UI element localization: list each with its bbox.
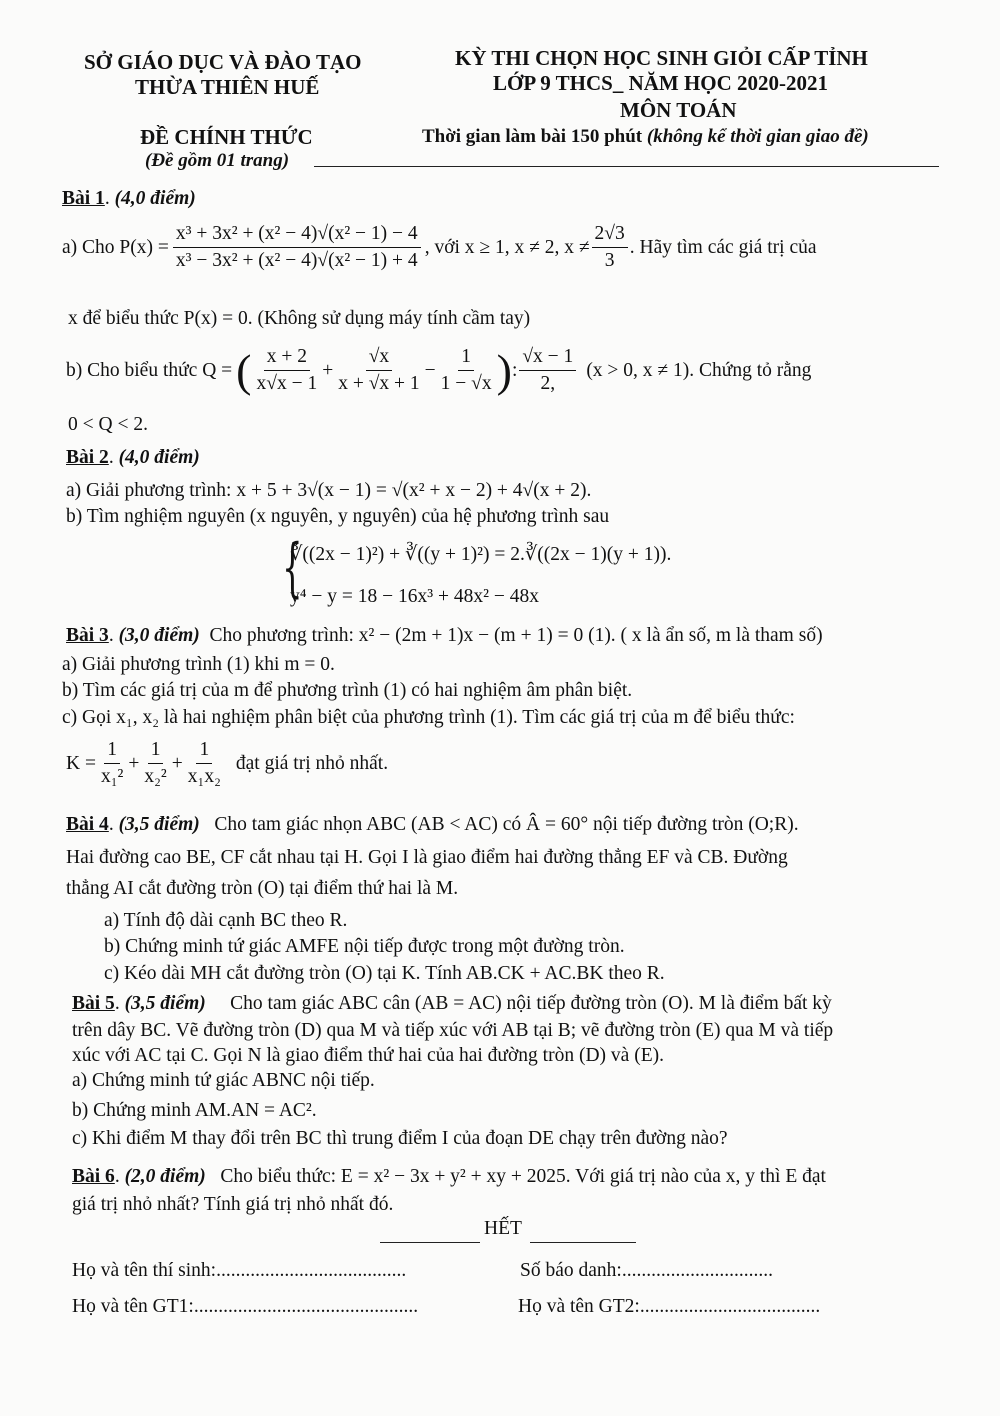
time-bold: Thời gian làm bài 150 phút xyxy=(422,126,643,147)
bai1-a-cond-den: 3 xyxy=(604,250,615,272)
end-rule-left xyxy=(380,1242,480,1243)
bai5-l1: Cho tam giác ABC cân (AB = AC) nội tiếp đường tròn (O). M là điểm bất kỳ xyxy=(230,993,832,1014)
bai3-c: c) Gọi x₁, x₂ là hai nghiệm phân biệt của phương trình (1). Tìm các giá trị của m để biểu thức: xyxy=(62,707,795,728)
bai5-l2: trên dây BC. Vẽ đường tròn (D) qua M và tiếp xúc với AB tại B; vẽ đường tròn (E) qua M và tiếp xyxy=(72,1020,834,1041)
bai4-l3: thẳng AI cắt đường tròn (O) tại điểm thứ hai là M. xyxy=(66,878,459,899)
bai1-b-f3 xyxy=(438,345,495,397)
province-name: THỪA THIÊN HUẾ xyxy=(135,75,320,99)
bai1-b-line1: b) Cho biểu thức Q = ( $\frac{x + 2}{x√x - 1}$ + $\frac{√x}{x + √x + 1}$ − $\frac{1}{1 - √x}$ ) : $\frac{√x - 1}{2,}$ (x > 0, x ≠ 1). Chứng tỏ rằng xyxy=(66,344,812,396)
bai1-b-f2 xyxy=(335,345,422,397)
bai3-b: b) Tìm các giá trị của m để phương trình (1) có hai nghiệm âm phân biệt. xyxy=(62,680,633,701)
exam-grade-year: LỚP 9 THCS_ NĂM HỌC 2020-2021 xyxy=(493,71,829,95)
candidate-name-line: Họ và tên thí sinh:....................................... xyxy=(72,1260,407,1281)
bai1-a-condition: , với x ≥ 1, x ≠ 2, x ≠ xyxy=(424,236,590,258)
bai1-points: (4,0 điểm) xyxy=(114,188,196,209)
bai5-a: a) Chứng minh tứ giác ABNC nội tiếp. xyxy=(72,1070,375,1091)
bai1-b-condition: (x > 0, x ≠ 1). Chứng tỏ rằng xyxy=(586,359,812,381)
bai1-b-f3-num: 1 xyxy=(458,345,474,371)
bai1-b-f1 xyxy=(254,345,321,397)
bai4-line1: Bài 4. (3,5 điểm) Cho tam giác nhọn ABC (AB < AC) có Â = 60° nội tiếp đường tròn (O;R). xyxy=(66,814,799,835)
exam-title: KỲ THI CHỌN HỌC SINH GIỎI CẤP TỈNH xyxy=(455,46,868,70)
bai4-b: b) Chứng minh tứ giác AMFE nội tiếp được trong một đường tròn. xyxy=(104,936,625,957)
bai2-eq1-end: . xyxy=(666,544,672,565)
bai2-points: (4,0 điểm) xyxy=(118,447,200,468)
bai2-eq1 xyxy=(290,542,671,566)
time-note xyxy=(422,126,869,148)
gt1-line: Họ và tên GT1:.............................................. xyxy=(72,1296,419,1317)
system-brace: { xyxy=(282,531,303,605)
official-label: ĐỀ CHÍNH THỨC xyxy=(140,125,313,149)
bai5-c: c) Khi điểm M thay đổi trên BC thì trung điểm I của đoạn DE chạy trên đường nào? xyxy=(72,1128,728,1149)
bai1-a-cond-num: 2√3 xyxy=(592,222,628,248)
bai3-a: a) Giải phương trình (1) khi m = 0. xyxy=(62,654,335,675)
bai6-l2: giá trị nhỏ nhất? Tính giá trị nhỏ nhất đó. xyxy=(72,1194,394,1215)
bai3-k1-den: x₁² xyxy=(100,766,124,788)
bai3-k3 xyxy=(185,738,224,790)
bai2-heading: Bài 2. (4,0 điểm) xyxy=(66,447,200,468)
bai3-k1-num: 1 xyxy=(104,738,120,764)
bai1-b-f1-num: x + 2 xyxy=(264,345,310,371)
bai1-a-numerator: x³ + 3x² + (x² − 4)√(x² − 1) − 4 xyxy=(173,222,421,248)
bai3-k1 xyxy=(98,738,126,790)
bai2-title: Bài 2 xyxy=(66,447,109,468)
bai4-a: a) Tính độ dài cạnh BC theo R. xyxy=(104,910,348,931)
bai1-b-line2: 0 < Q < 2. xyxy=(68,414,148,435)
bai1-a-prefix: a) Cho P(x) = xyxy=(62,236,169,258)
bai3-intro-line: Bài 3. (3,0 điểm) Cho phương trình: x² − (2m + 1)x − (m + 1) = 0 (1). ( x là ẩn số, m là tham số) xyxy=(66,625,823,646)
bai5-points: (3,5 điểm) xyxy=(124,993,206,1014)
time-italic: (không kể thời gian giao đề) xyxy=(646,126,869,147)
bai5-title: Bài 5 xyxy=(72,993,115,1014)
bai1-b-lparen: ( xyxy=(236,344,252,396)
bai4-l1: Cho tam giác nhọn ABC (AB < AC) có Â = 60° nội tiếp đường tròn (O;R). xyxy=(214,814,799,835)
bai4-l2: Hai đường cao BE, CF cắt nhau tại H. Gọi I là giao điểm hai đường thẳng EF và CB. Đường xyxy=(66,847,788,868)
bai3-k2 xyxy=(141,738,169,790)
bai1-b-f4 xyxy=(519,345,576,397)
end-marker: HẾT xyxy=(484,1218,522,1239)
bai3-k2-den: x₂² xyxy=(144,766,167,788)
candidate-number-line: Số báo danh:............................... xyxy=(520,1260,773,1281)
dept-name: SỞ GIÁO DỤC VÀ ĐÀO TẠO xyxy=(84,50,362,74)
bai1-b-f4-den: 2, xyxy=(540,373,556,395)
bai5-l3: xúc với AC tại C. Gọi N là giao điểm thứ hai của hai đường tròn (D) và (E). xyxy=(72,1045,664,1066)
subject: MÔN TOÁN xyxy=(620,98,737,122)
bai5-line1: Bài 5. (3,5 điểm) Cho tam giác ABC cân (AB = AC) nội tiếp đường tròn (O). M là điểm bất kỳ xyxy=(72,993,832,1014)
bai1-heading: Bài 1. (4,0 điểm) xyxy=(62,188,196,209)
bai1-a-denominator: x³ − 3x² + (x² − 4)√(x² − 1) + 4 xyxy=(175,250,418,272)
bai6-line1: Bài 6. (2,0 điểm) Cho biểu thức: E = x² − 3x + y² + xy + 2025. Với giá trị nào của x, y thì E đạt xyxy=(72,1166,826,1187)
bai1-title: Bài 1 xyxy=(62,188,105,209)
bai6-points: (2,0 điểm) xyxy=(124,1166,206,1187)
bai4-title: Bài 4 xyxy=(66,814,109,835)
bai3-title: Bài 3 xyxy=(66,625,109,646)
bai2-eq1-text: ∛((2x − 1)²) + ∛((y + 1)²) = 2.∛((2x − 1)(y + 1)) xyxy=(290,544,667,565)
bai1-b-f2-den: x + √x + 1 xyxy=(338,373,420,395)
bai1-b-f4-num: √x − 1 xyxy=(519,345,576,371)
bai2-eq2: y⁴ − y = 18 − 16x³ + 48x² − 48x xyxy=(290,586,539,607)
bai4-points: (3,5 điểm) xyxy=(118,814,200,835)
bai1-a-line1 xyxy=(62,222,817,274)
bai1-b-prefix: b) Cho biểu thức Q = xyxy=(66,359,233,381)
bai3-k-prefix: K = xyxy=(66,752,96,774)
bai1-b-f2-num: √x xyxy=(366,345,392,371)
bai3-k3-num: 1 xyxy=(196,738,212,764)
bai3-points: (3,0 điểm) xyxy=(118,625,200,646)
bai1-a-tail: . Hãy tìm các giá trị của xyxy=(629,236,817,258)
bai3-k3-den: x₁x₂ xyxy=(187,766,221,788)
bai5-b: b) Chứng minh AM.AN = AC². xyxy=(72,1100,317,1121)
gt2-line: Họ và tên GT2:..................................... xyxy=(518,1296,821,1317)
bai3-k-expr: K = $\frac{1}{\text{x₁²}}$ + $\frac{1}{\text{x₂²}}$ + $\frac{1}{\text{x₁x₂}}$ đạt giá trị nhỏ nhất. xyxy=(66,738,388,790)
bai1-b-f3-den: 1 − √x xyxy=(440,373,492,395)
bai1-a-fraction xyxy=(173,222,421,274)
bai1-b-rparen: ) xyxy=(496,344,512,396)
bai4-c: c) Kéo dài MH cắt đường tròn (O) tại K. Tính AB.CK + AC.BK theo R. xyxy=(104,963,665,984)
bai3-k-tail: đạt giá trị nhỏ nhất. xyxy=(235,752,389,774)
bai2-a: a) Giải phương trình: x + 5 + 3√(x − 1) = √(x² + x − 2) + 4√(x + 2). xyxy=(66,480,592,501)
bai3-intro: Cho phương trình: x² − (2m + 1)x − (m + 1) = 0 (1). ( x là ẩn số, m là tham số) xyxy=(209,625,823,646)
bai1-a-line2: x để biểu thức P(x) = 0. (Không sử dụng máy tính cầm tay) xyxy=(68,308,531,329)
header-rule xyxy=(314,166,939,167)
end-rule-right xyxy=(530,1242,636,1243)
bai1-a-cond-fraction xyxy=(592,222,628,274)
bai3-k2-num: 1 xyxy=(148,738,164,764)
pages-note: (Đề gồm 01 trang) xyxy=(145,150,290,171)
bai6-l1: Cho biểu thức: E = x² − 3x + y² + xy + 2025. Với giá trị nào của x, y thì E đạt xyxy=(220,1166,826,1187)
bai1-b-f1-den: x√x − 1 xyxy=(256,373,318,395)
bai2-b: b) Tìm nghiệm nguyên (x nguyên, y nguyên) của hệ phương trình sau xyxy=(66,506,610,527)
bai6-title: Bài 6 xyxy=(72,1166,115,1187)
